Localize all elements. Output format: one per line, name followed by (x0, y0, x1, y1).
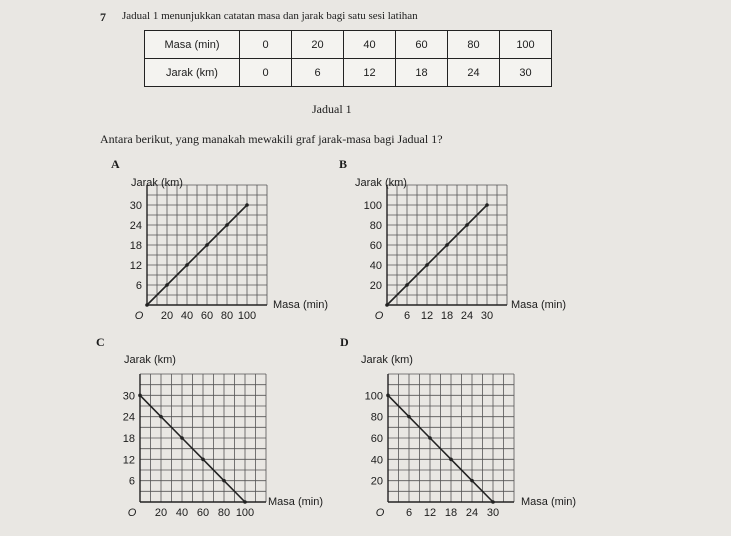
y-tick-label: 80 (370, 411, 383, 424)
x-tick-label: O (127, 507, 137, 519)
data-point (407, 415, 411, 419)
data-point (145, 303, 149, 307)
y-axis-label: Jarak (km) (131, 177, 183, 189)
data-point (159, 415, 163, 419)
data-point (491, 500, 495, 504)
x-tick-label: 24 (465, 507, 479, 519)
y-tick-label: 24 (122, 411, 135, 424)
y-tick-label: 20 (369, 280, 382, 292)
question-prompt: Antara berikut, yang manakah mewakili graf jarak-masa bagi Jadual 1? (100, 132, 443, 146)
y-tick-label: 30 (122, 390, 135, 403)
x-tick-label: 20 (154, 507, 168, 519)
data-point (386, 394, 390, 398)
x-tick-label: O (375, 507, 385, 519)
y-tick-label: 80 (369, 220, 382, 232)
table-cell: 24 (448, 59, 500, 87)
x-tick-label: 80 (217, 507, 231, 519)
graph-c (123, 354, 323, 519)
data-point (222, 479, 226, 483)
table-cell: 60 (396, 31, 448, 59)
data-point (449, 458, 453, 462)
x-tick-label: 20 (160, 310, 174, 322)
x-tick-label: 24 (460, 310, 474, 322)
option-label-c: C (96, 335, 105, 349)
x-axis-label: Masa (min) (521, 496, 577, 508)
data-point (465, 223, 469, 227)
question-text: Jadual 1 menunjukkan catatan masa dan jarak bagi satu sesi latihan (122, 10, 418, 22)
table-cell: 0 (240, 31, 292, 59)
data-point (225, 223, 229, 227)
data-point (243, 500, 247, 504)
y-tick-label: 18 (129, 240, 142, 252)
y-tick-label: 60 (370, 433, 383, 445)
x-tick-label: 12 (420, 310, 434, 322)
table-row-header: Masa (min) (145, 31, 240, 59)
x-axis-label: Masa (min) (511, 299, 567, 311)
x-axis-label: Masa (min) (268, 496, 324, 508)
option-label-a: A (111, 157, 120, 171)
x-tick-label: O (374, 310, 384, 322)
x-tick-label: 100 (235, 507, 255, 519)
x-tick-label: 60 (200, 310, 214, 322)
y-tick-label: 100 (363, 200, 382, 212)
x-tick-label: 12 (423, 507, 437, 519)
table-cell: 0 (240, 59, 292, 87)
x-tick-label: 40 (175, 507, 189, 519)
y-tick-label: 40 (369, 260, 382, 272)
x-tick-label: 100 (237, 310, 257, 322)
data-point (445, 243, 449, 247)
y-axis-label: Jarak (km) (361, 354, 413, 366)
y-tick-label: 60 (369, 240, 382, 252)
option-label-b: B (339, 157, 348, 171)
data-point (428, 436, 432, 440)
data-point (405, 283, 409, 287)
x-tick-label: 60 (196, 507, 210, 519)
data-point (180, 436, 184, 440)
graph-d (361, 354, 576, 519)
data-point (185, 263, 189, 267)
y-axis-label: Jarak (km) (355, 177, 407, 189)
table-cell: 30 (500, 59, 552, 87)
y-tick-label: 6 (135, 280, 142, 292)
data-point (201, 458, 205, 462)
data-point (205, 243, 209, 247)
question-number: 7 (100, 10, 106, 24)
y-tick-label: 40 (370, 454, 383, 467)
data-point (138, 394, 142, 398)
y-tick-label: 30 (129, 200, 142, 212)
x-tick-label: 40 (180, 310, 194, 322)
y-tick-label: 100 (364, 390, 383, 403)
y-axis-label: Jarak (km) (124, 354, 176, 366)
data-point (470, 479, 474, 483)
y-tick-label: 24 (129, 220, 142, 232)
y-tick-label: 12 (122, 454, 135, 467)
table-cell: 18 (396, 59, 448, 87)
data-point (245, 203, 249, 207)
graph-a (130, 177, 328, 322)
x-tick-label: 80 (220, 310, 234, 322)
table-cell: 20 (292, 31, 344, 59)
table-row-header: Jarak (km) (145, 59, 240, 87)
x-tick-label: 6 (403, 310, 411, 322)
x-tick-label: O (134, 310, 144, 322)
data-point (425, 263, 429, 267)
y-tick-label: 12 (129, 260, 142, 272)
x-tick-label: 30 (480, 310, 494, 322)
table-cell: 100 (500, 31, 552, 59)
table-cell: 40 (344, 31, 396, 59)
x-tick-label: 6 (405, 507, 413, 519)
x-tick-label: 18 (444, 507, 458, 519)
data-point (165, 283, 169, 287)
data-point (385, 303, 389, 307)
table-caption: Jadual 1 (312, 102, 352, 116)
x-axis-label: Masa (min) (273, 299, 329, 311)
graph-b (355, 177, 566, 322)
option-label-d: D (340, 335, 349, 349)
table-cell: 80 (448, 31, 500, 59)
x-tick-label: 30 (486, 507, 500, 519)
table-cell: 6 (292, 59, 344, 87)
data-point (485, 203, 489, 207)
table-cell: 12 (344, 59, 396, 87)
y-tick-label: 20 (370, 475, 383, 488)
x-tick-label: 18 (440, 310, 454, 322)
y-tick-label: 18 (122, 433, 135, 445)
y-tick-label: 6 (128, 475, 135, 488)
